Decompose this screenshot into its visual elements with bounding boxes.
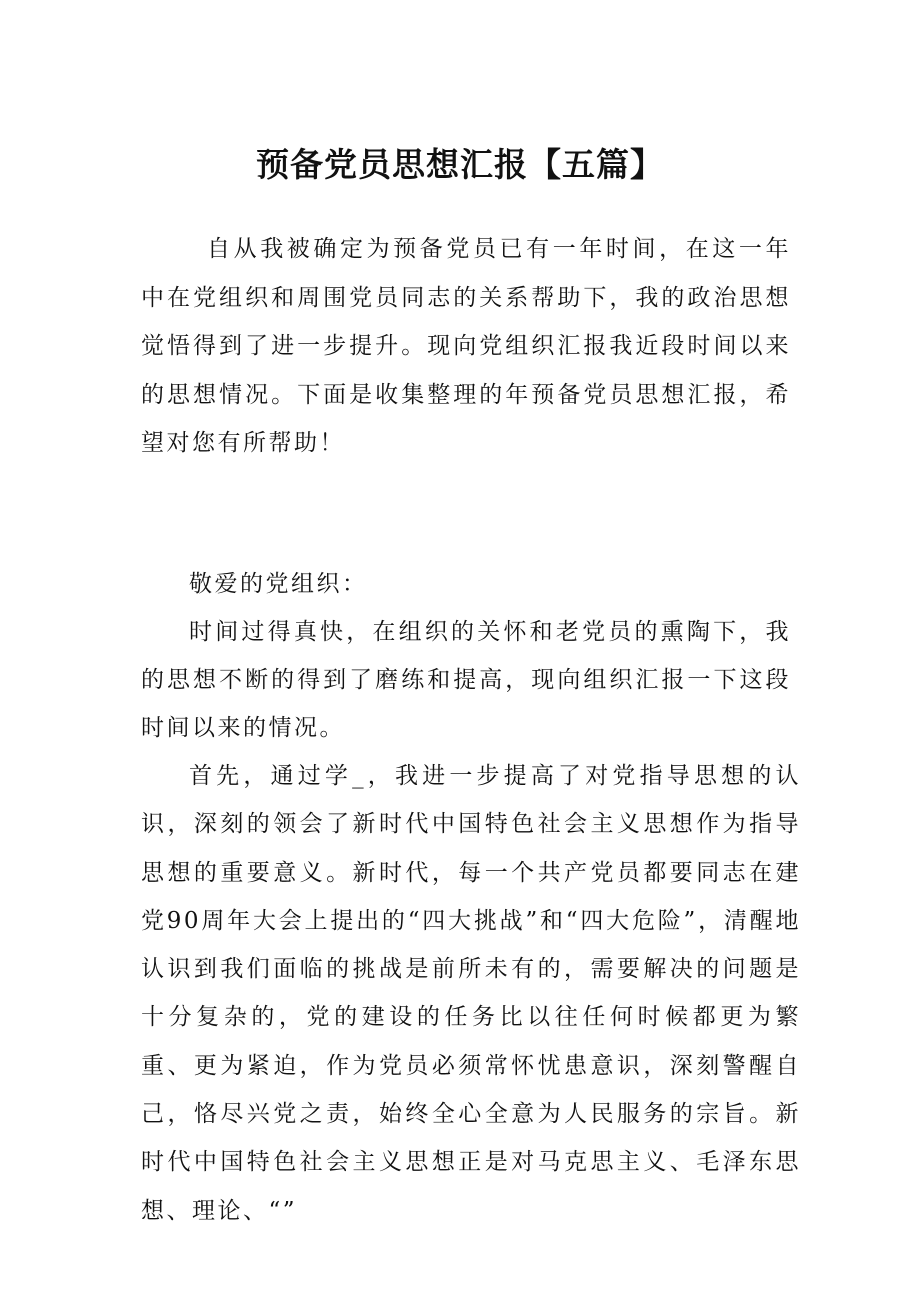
body-paragraph: 首先，通过学_，我进一步提高了对党指导思想的认识，深刻的领会了新时代中国特色社会主义思想作为指导思想的重要意义。新时代，每一个共产党员都要同志在建党90周年大会上提出的“四大挑战”和“四大危险”，清醒地认识到我们面临的挑战是前所未有的，需要解决的问题是十分复杂的，党的建设的任务比以往任何时候都更为繁重、更为紧迫，作为党员必须常怀忧患意识，深刻警醒自己，恪尽兴党之责，始终全心全意为人民服务的宗旨。新时代中国特色社会主义思想正是对马克思主义、毛泽东思想、理论、“” [141,763,801,1224]
document-title: 预备党员思想汇报【五篇】 [256,145,664,184]
salutation: 敬爱的党组织： [189,571,368,597]
intro-paragraph: 自从我被确定为预备党员已有一年时间，在这一年中在党组织和周围党员同志的关系帮助下，我的政治思想觉悟得到了进一步提升。现向党组织汇报我近段时间以来的思想情况。下面是收集整理的年预备党员思想汇报，希望对您有所帮助！ [141,236,791,456]
body-paragraph: 时间过得真快，在组织的关怀和老党员的熏陶下，我的思想不断的得到了磨练和提高，现向组织汇报一下这段时间以来的情况。 [141,619,791,741]
